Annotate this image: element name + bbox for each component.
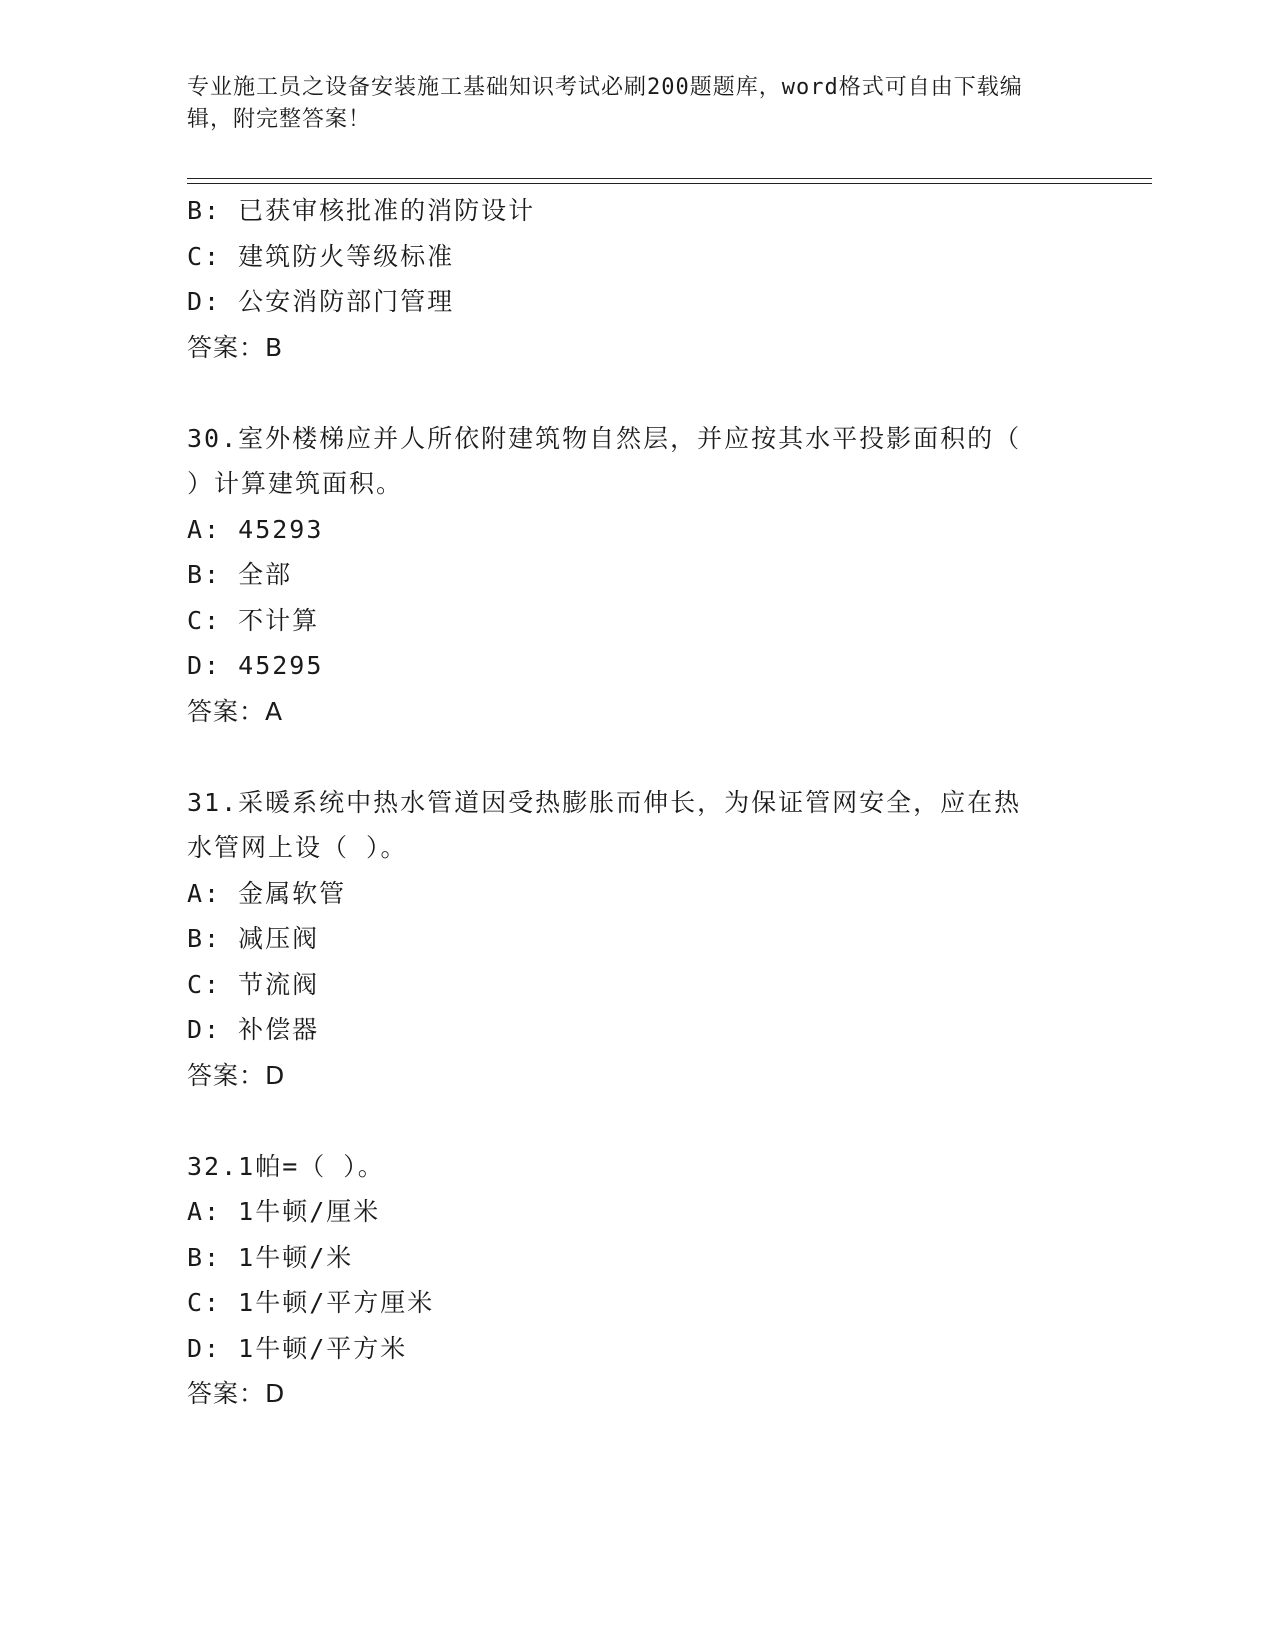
question-stem-continued: ）计算建筑面积。 [187,469,404,498]
question-30 [187,416,1067,735]
header-rule-top [187,178,1152,179]
question-stem: 32.1帕=（ ）。 [187,1151,385,1181]
header-rule-bottom [187,183,1152,184]
answer-line: 答案：D [187,1379,286,1408]
option-c: C: 建筑防火等级标准 [187,241,455,271]
answer-line: 答案：B [187,332,284,362]
option-c: C: 节流阀 [187,969,320,999]
question-stem: 31.采暖系统中热水管道因受热膨胀而伸长，为保证管网安全，应在热 [187,787,1022,817]
answer-line: 答案：D [187,1060,286,1090]
spacer [187,734,1067,780]
question-stem-continued: 水管网上设（ ）。 [187,833,408,862]
option-c: C: 1牛顿/平方厘米 [187,1288,435,1317]
spacer [187,1098,1067,1144]
answer-line: 答案：A [187,696,284,726]
question-31 [187,780,1067,1099]
option-b: B: 1牛顿/米 [187,1242,354,1272]
option-a: A: 金属软管 [187,878,347,908]
spacer [187,370,1067,416]
document-title: 专业施工员之设备安装施工基础知识考试必刷200题题库，word格式可自由下载编辑，附完整答案！ [187,75,1023,132]
question-list [187,188,1067,1417]
option-b: B: 全部 [187,560,293,589]
question-32 [187,1144,1067,1417]
option-d: D: 1牛顿/平方米 [187,1333,408,1363]
option-d: D: 公安消防部门管理 [187,287,455,316]
option-c: C: 不计算 [187,605,320,635]
question-29-tail [187,188,1067,370]
option-b: B: 减压阀 [187,924,320,953]
question-stem: 30.室外楼梯应并人所依附建筑物自然层，并应按其水平投影面积的（ [187,423,1022,453]
option-d: D: 45295 [187,651,324,680]
option-b: B: 已获审核批准的消防设计 [187,196,536,225]
option-a: A: 45293 [187,514,324,544]
option-d: D: 补偿器 [187,1015,320,1044]
option-a: A: 1牛顿/厘米 [187,1197,381,1226]
